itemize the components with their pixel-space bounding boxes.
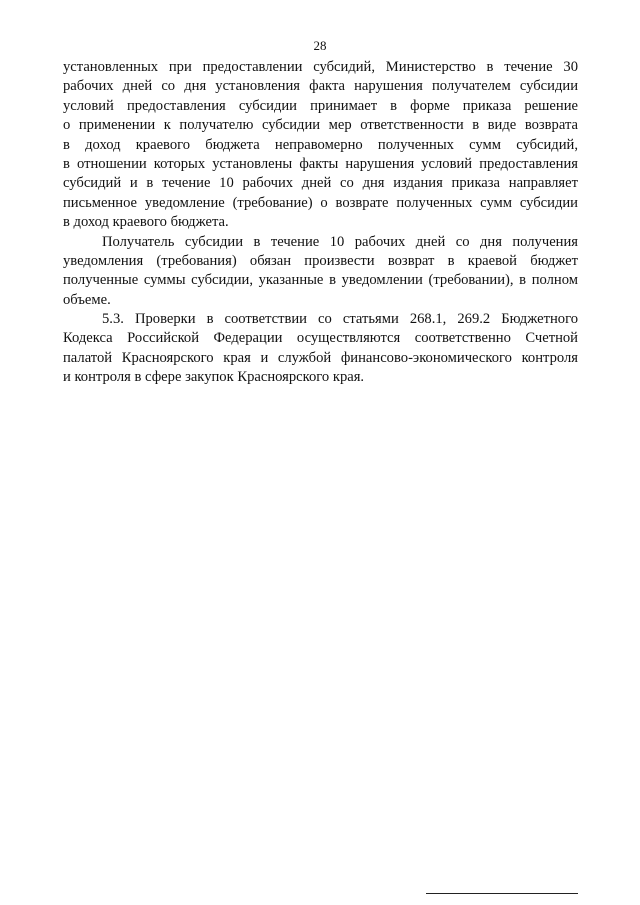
text-line: о применении к получателю субсидии мер ответственности в виде возврата [63, 117, 578, 134]
document-body [63, 58, 578, 388]
text-line: 5.3. Проверки в соответствии со статьями 268.1, 269.2 Бюджетного [102, 311, 578, 328]
paragraph-section-5-3 [63, 310, 578, 388]
text-line: в доход краевого бюджета неправомерно полученных сумм субсидий, [63, 136, 578, 153]
text-line: условий предоставления субсидии принимает в форме приказа решение [63, 97, 578, 114]
footer-rule [426, 893, 578, 894]
text-line: уведомления (требования) обязан произвести возврат в краевой бюджет [63, 252, 578, 269]
text-line: палатой Красноярского края и службой финансово-экономического контроля [63, 349, 578, 366]
text-line: в отношении которых установлены факты нарушения условий предоставления [63, 155, 578, 172]
text-line: в доход краевого бюджета. [63, 214, 229, 231]
text-line: объеме. [63, 291, 111, 308]
text-line: полученные суммы субсидии, указанные в уведомлении (требовании), в полном [63, 272, 578, 289]
text-line: установленных при предоставлении субсидий, Министерство в течение 30 [63, 59, 578, 75]
text-line: рабочих дней со дня установления факта нарушения получателем субсидии [63, 78, 578, 95]
paragraph-refund-obligation [63, 233, 578, 311]
text-line: и контроля в сфере закупок Красноярского края. [63, 369, 365, 386]
text-line: письменное уведомление (требование) о возврате полученных сумм субсидии [63, 194, 578, 211]
text-line: Получатель субсидии в течение 10 рабочих дней со дня получения [102, 233, 578, 250]
paragraph-sanction-decision [63, 58, 578, 233]
page-number: 28 [313, 38, 327, 53]
text-line: Кодекса Российской Федерации осуществляются соответственно Счетной [63, 330, 578, 347]
text-line: субсидий и в течение 10 рабочих дней со дня издания приказа направляет [63, 175, 578, 192]
